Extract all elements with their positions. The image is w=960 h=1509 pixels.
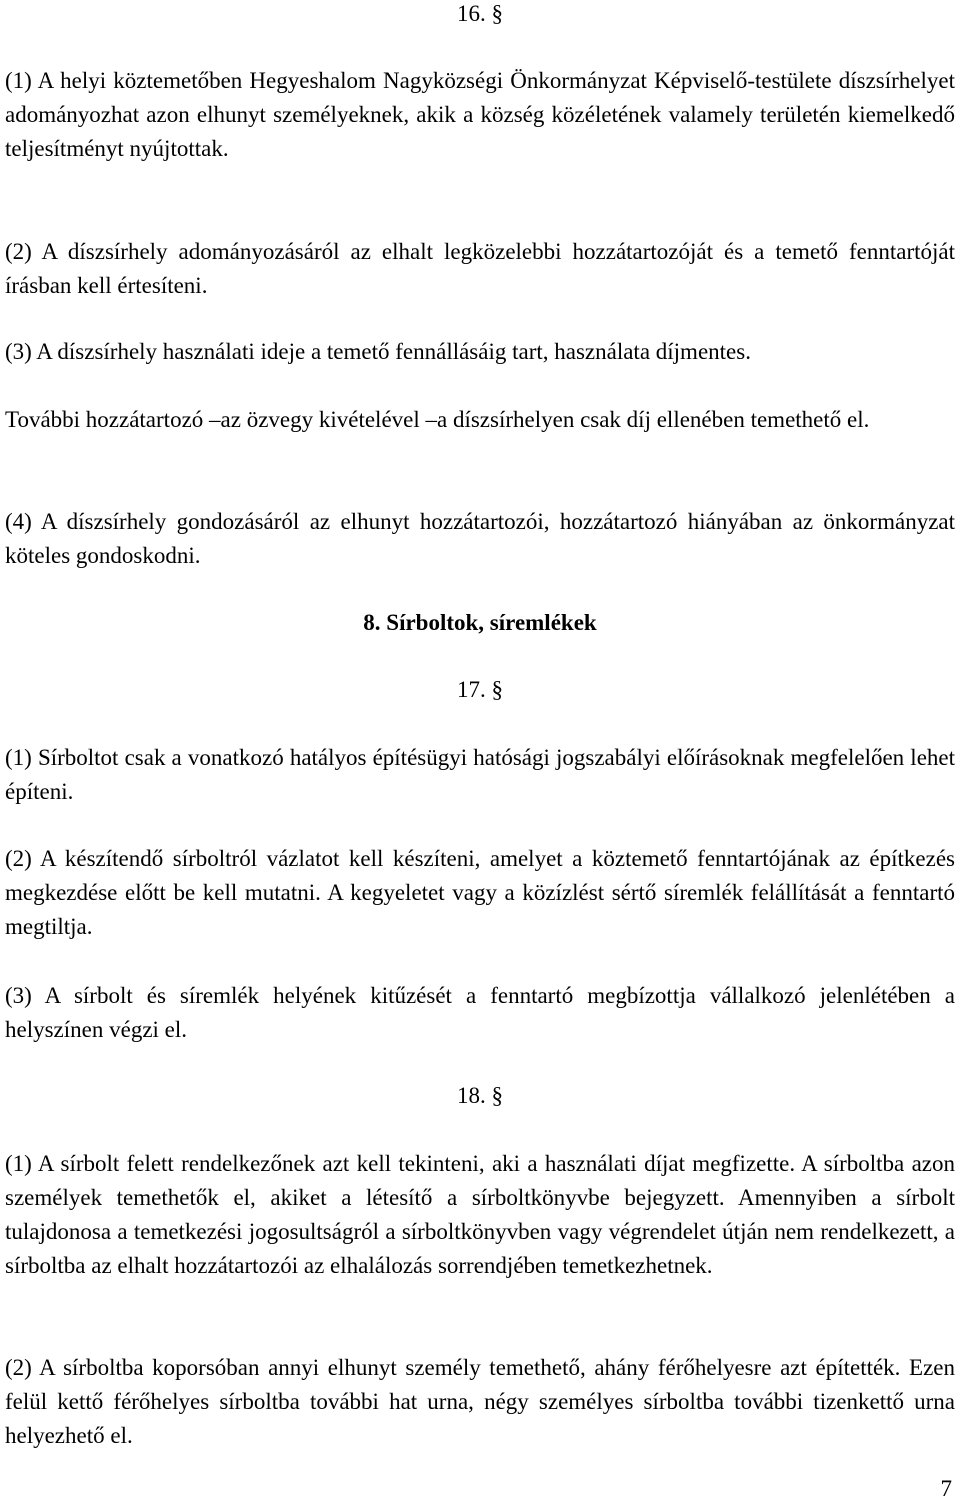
s17-paragraph-2: (2) A készítendő sírboltról vázlatot kell készíteni, amelyet a köztemető fenntartójának az építkezés megkezdése előtt be kell mutatni. A kegyeletet vagy a közízlést sértő síremlék felállítását a fenntartó megtiltja. (5, 846, 955, 939)
chapter-title: 8. Sírboltok, síremlékek (363, 610, 597, 635)
s16-paragraph-1: (1) A helyi köztemetőben Hegyeshalom Nagyközségi Önkormányzat Képviselő-testülete díszsírhelyet adományozhat azon elhunyt személyeknek, akik a község közéletének valamely területén kiemelkedő teljesítményt nyújtottak. (5, 68, 955, 161)
s17-paragraph-1: (1) Sírboltot csak a vonatkozó hatályos építésügyi hatósági jogszabályi előírásoknak megfelelően lehet építeni. (5, 745, 955, 804)
section-number-16: 16. § (457, 1, 503, 26)
s16-paragraph-3a: (3) A díszsírhely használati ideje a temető fennállásáig tart, használata díjmentes. (5, 339, 751, 364)
s18-paragraph-1: (1) A sírbolt felett rendelkezőnek azt kell tekinteni, aki a használati díjat megfizette. A sírboltba azon személyek temethetők el, akiket a létesítő a sírboltkönyvbe bejegyzett. Amennyiben a sírbolt tulajdonosa a temetkezési jogosultságról a sírboltkönyvben vagy végrendelet útján nem rendelkezett, a sírboltba az elhalt hozzátartozói az elhalálozás sorrendjében temetkezhetnek. (5, 1151, 955, 1278)
s16-paragraph-2: (2) A díszsírhely adományozásáról az elhalt legközelebbi hozzátartozóját és a temető fenntartóját írásban kell értesíteni. (5, 239, 955, 298)
page-number: 7 (940, 1476, 952, 1501)
s16-paragraph-4: (4) A díszsírhely gondozásáról az elhunyt hozzátartozói, hozzátartozó hiányában az önkormányzat köteles gondoskodni. (5, 509, 955, 568)
s16-paragraph-3b: További hozzátartozó –az özvegy kivételével –a díszsírhelyen csak díj ellenében temethető el. (5, 407, 870, 432)
section-number-17: 17. § (457, 677, 503, 702)
s18-paragraph-2: (2) A sírboltba koporsóban annyi elhunyt személy temethető, ahány férőhelyesre azt építették. Ezen felül kettő férőhelyes sírboltba további hat urna, négy személyes sírboltba további tizenkettő urna helyezhető el. (5, 1355, 955, 1448)
section-number-18: 18. § (457, 1083, 503, 1108)
s17-paragraph-3: (3) A sírbolt és síremlék helyének kitűzését a fenntartó megbízottja vállalkozó jelenlétében a helyszínen végzi el. (5, 983, 955, 1042)
